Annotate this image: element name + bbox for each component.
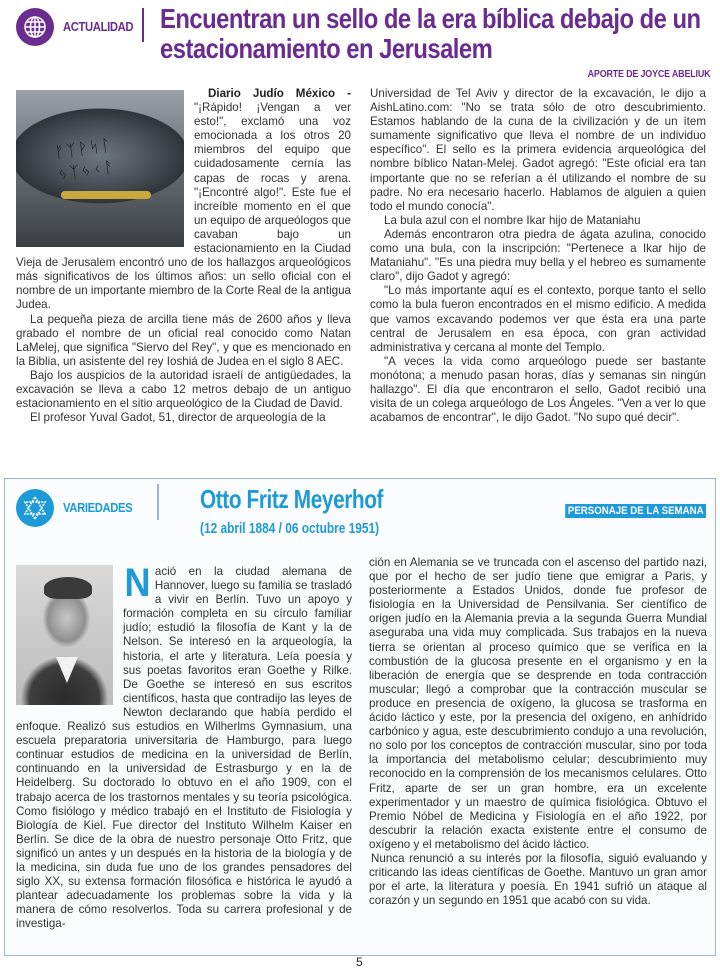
section-divider [142,8,144,42]
seal-gold-band [61,191,151,199]
top-article-right-column [370,87,706,425]
article-headline: Encuentran un sello de la era bíblica debajo de un estacionamiento en Jerusalem [160,3,701,64]
page-number: 5 [356,955,363,969]
paragraph: "A veces la vida como arqueólogo puede ser bastante monótona; a menudo pasan horas, días y semanas sin ningún hallazgo". El día que encontraron el sello, Gadot recibió una visita de un colega arqueólogo de Los Ángeles. "Ven a ver lo que acabamos de encontrar", le dijo Gadot. "No supo qué decir". [370,354,706,425]
personaje-badge: PERSONAJE DE LA SEMANA [565,504,706,518]
person-dates: (12 abril 1884 / 06 octubre 1951) [200,521,380,537]
paragraph: ació en la ciudad alemana de Hannover, luego su familia se trasladó a vivir en Berlín. Tuvo un apoyo y formación completa en su círculo familiar judío; estudió la filosofía de Kant y la de Nelson. Se interesó en la arqueología, la historia, el arte y literatura. Leía poesía y sus poetas favoritos eran Goethe y Rilke. De Goethe se interesó en sus escritos científicos, hasta que contradijo las leyes de Newton declarando que había perdido el enfoque. Realizó sus estudios en Wilherlms Gymnasium, una escuela preparatoria universitaria de Hamburgo, para luego continuar estudios de medicina en la universidad de Berlín, continuando en la universidad de Estrasburgo y en la de Heidelberg. Su doctorado lo obtuvo en el año 1909, con el trabajo acerca de los trastornos mentales y su teoría psicológica. Como fisiólogo y médico trabajó en el Instituto de Fisiología y Biología de Kiel. Fue director del Instituto Wilhelm Kaiser en Berlín. Se dice de la obra de nuestro personaje Otto Fritz, que significó un antes y un después en la historia de la biología y de la medicina, sin duda fue uno de los grandes pensadores del siglo XX, su extensa formación filosófica e histórica le ayudó a plantear adecuadamente los problemas sobre la vida y la manera de cómo resolverlos. Toda su carrera profesional y de investiga- [16,565,352,931]
globe-icon [16,8,54,46]
person-name-title: Otto Fritz Meyerhof [200,484,384,514]
drop-cap: N [124,561,151,605]
lead-source: Diario Judío México - [208,87,351,100]
paragraph: Universidad de Tel Aviv y director de la excavación, le dijo a AishLatino.com: "No se trata sólo de otro descubrimiento. Estamos hablando de la cuna de la civilización y de un ítem sumamente significativo que lleva el nombre de un individuo específico". El sello es la primera evidencia arqueológica del nombre bíblico Natan-Melej. Gadot agregó: "Este oficial era tan importante que no se referían a él utilizando el nombre de su padre. No era necesario hacerlo. Hablamos de alguien a quien todo el mundo conocía". [370,87,706,213]
seal-inscription-decoration: ᚠᛉᚹᛋᛚ ᛃᛉᛃᚲᚨ [53,135,117,184]
paragraph: Nunca renunció a su interés por la filosofía, siguió evaluando y criticando las ideas científicas de Goethe. Mantuvo un gran amor por el arte, la literatura y poesía. En 1941 sufrió un ataque al corazón y un segundo en 1951 que acabó con su vida. [369,851,707,908]
top-article-left-column [16,87,351,425]
top-article-header [0,0,720,90]
bottom-article-left-column [16,561,352,931]
section-divider [157,484,159,520]
paragraph: Bajo los auspicios de la autoridad israelí de antigüedades, la excavación se lleva a cabo 12 metros debajo de un antiguo estacionamiento en el sitio arqueológico de la Ciudad de David. [16,368,351,411]
star-of-david-icon [16,489,54,527]
section-label-variedades: VARIEDADES [63,501,133,515]
portrait-photo [16,565,113,705]
paragraph: "Lo más importante aquí es el contexto, porque tanto el sello como la bula fueron encontrados en el mismo edificio. A medida que vamos excavando podemos ver que ésta era una parte central de Jerusalem en esa época, con gran actividad administrativa y cercana al monte del Templo. [370,284,706,354]
seal-photo [16,90,184,247]
article-byline: APORTE DE JOYCE ABELIUK [587,68,710,80]
section-label-actualidad: ACTUALIDAD [63,20,134,34]
portrait-hair-decoration [44,577,92,599]
paragraph: El profesor Yuval Gadot, 51, director de arqueología de la [30,411,326,425]
paragraph: "¡Rápido! ¡Vengan a ver esto!", exclamó una voz emocionada a los otros 20 miembros del equipo que cuidadosamente cernía las capas de rocas y arena. "¡Encontré algo!". Este fue el increíble momento en el que un equipo de arqueólogos que cavaban bajo un estacionamiento en la Ciudad Vieja de Jerusalem encontró uno de los hallazgos arqueológicos más significativos de los últimos años: un sello oficial con el nombre de un importante miembro de la Corte Real de la antigua Judea. [16,101,351,312]
subheading: La bula azul con el nombre Ikar hijo de Mataniahu [384,213,641,227]
paragraph: Además encontraron otra piedra de ágata azulina, conocido como una bula, con la inscripción: "Pertenece a Ikar hijo de Mataniahu". "Es una piedra muy bella y el hebreo es sumamente claro", dijo Gadot y agregó: [370,227,706,284]
paragraph: ción en Alemania se ve truncada con el ascenso del partido nazi, que por el hecho de ser judío tiene que emigrar a Paris, y posteriormente a Estados Unidos, donde fue profesor de fisiología en la Universidad de Pensilvania. Ser científico de origen judío en la Alemania previa a la segunda Guerra Mundial aseguraba una vida muy complicada. Sus trabajos en la nueva tierra se orientan al proceso químico que se verifica en la combustión de la glucosa presente en el organismo y en la liberación de energía que se desprende en toda contracción muscular; llegó a comprobar que la contracción muscular se produce en presencia de oxígeno, la glucosa se trasforma en ácido láctico y este, por la presencia del oxígeno, en anhídrido carbónico y agua, este descubrimiento condujo a una revolución, no solo por los conceptos de contracción muscular, sino por toda la importancia del metabolismo celular; descubrimiento muy reconocido en la comprensión de los mecanismos celulares. Otto Fritz, aparte de ser un gran hombre, era un excelente experimentador y un maestro de química fisiológica. Obtuvo el Premio Nóbel de Medicina y Fisiología en el año 1922, por descubrir la relación exacta existente entre el consumo de oxígeno y el metabolismo del ácido láctico. [369,556,707,851]
bottom-article-right-column [369,556,707,908]
paragraph: La pequeña pieza de arcilla tiene más de 2600 años y lleva grabado el nombre de un oficial real conocido como Natan LaMelej, que significa "Siervo del Rey", y que es mencionado en la Biblia, un asistente del rey Ioshiá de Judea en el siglo 8 AEC. [16,312,351,368]
portrait-collar-decoration [56,657,78,683]
